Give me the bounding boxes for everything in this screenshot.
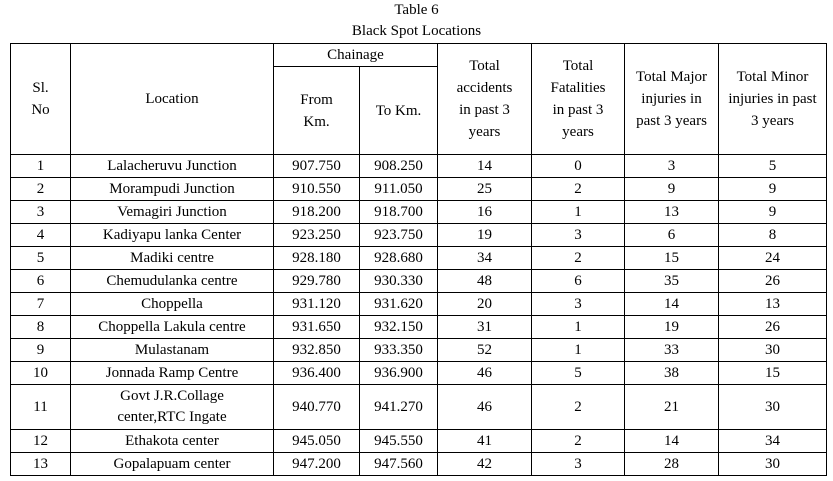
cell-total-accidents: 48 xyxy=(438,270,532,293)
cell-sl-no: 7 xyxy=(11,293,71,316)
cell-total-minor: 30 xyxy=(719,339,827,362)
cell-from-km: 918.200 xyxy=(274,201,360,224)
cell-sl-no: 6 xyxy=(11,270,71,293)
cell-total-minor: 8 xyxy=(719,224,827,247)
cell-sl-no: 9 xyxy=(11,339,71,362)
cell-total-fatalities: 2 xyxy=(532,385,625,430)
cell-to-km: 947.560 xyxy=(360,453,438,476)
cell-location: Govt J.R.Collage center,RTC Ingate xyxy=(71,385,274,430)
cell-sl-no: 1 xyxy=(11,155,71,178)
cell-total-major: 9 xyxy=(625,178,719,201)
cell-total-minor: 34 xyxy=(719,430,827,453)
table-title: Black Spot Locations xyxy=(351,23,482,39)
cell-to-km: 918.700 xyxy=(360,201,438,224)
table-row xyxy=(11,247,827,270)
table-row xyxy=(11,385,827,430)
cell-from-km: 936.400 xyxy=(274,362,360,385)
cell-from-km: 947.200 xyxy=(274,453,360,476)
cell-location: Choppella Lakula centre xyxy=(71,316,274,339)
cell-total-accidents: 19 xyxy=(438,224,532,247)
table-row xyxy=(11,178,827,201)
cell-total-fatalities: 1 xyxy=(532,339,625,362)
table-row xyxy=(11,155,827,178)
cell-total-major: 15 xyxy=(625,247,719,270)
cell-total-accidents: 52 xyxy=(438,339,532,362)
cell-sl-no: 4 xyxy=(11,224,71,247)
cell-location: Gopalapuam center xyxy=(71,453,274,476)
cell-total-major: 3 xyxy=(625,155,719,178)
cell-to-km: 945.550 xyxy=(360,430,438,453)
cell-total-fatalities: 5 xyxy=(532,362,625,385)
cell-to-km: 933.350 xyxy=(360,339,438,362)
cell-to-km: 911.050 xyxy=(360,178,438,201)
cell-total-accidents: 41 xyxy=(438,430,532,453)
cell-total-fatalities: 6 xyxy=(532,270,625,293)
table-row xyxy=(11,201,827,224)
cell-total-accidents: 14 xyxy=(438,155,532,178)
header-to-km: To Km. xyxy=(360,67,438,155)
cell-total-accidents: 20 xyxy=(438,293,532,316)
table-body xyxy=(11,155,827,476)
cell-total-major: 13 xyxy=(625,201,719,224)
table-row xyxy=(11,270,827,293)
cell-location: Madiki centre xyxy=(71,247,274,270)
cell-location: Ethakota center xyxy=(71,430,274,453)
cell-sl-no: 11 xyxy=(11,385,71,430)
cell-sl-no: 5 xyxy=(11,247,71,270)
cell-total-major: 14 xyxy=(625,430,719,453)
cell-total-major: 6 xyxy=(625,224,719,247)
header-chainage: Chainage xyxy=(274,44,438,67)
cell-from-km: 923.250 xyxy=(274,224,360,247)
header-total-minor: Total Minor injuries in past 3 years xyxy=(719,44,827,155)
cell-total-major: 33 xyxy=(625,339,719,362)
cell-from-km: 940.770 xyxy=(274,385,360,430)
cell-sl-no: 13 xyxy=(11,453,71,476)
cell-total-minor: 5 xyxy=(719,155,827,178)
table-row xyxy=(11,453,827,476)
table-caption xyxy=(0,0,833,42)
cell-location: Choppella xyxy=(71,293,274,316)
cell-total-major: 38 xyxy=(625,362,719,385)
cell-total-fatalities: 3 xyxy=(532,224,625,247)
table-row xyxy=(11,430,827,453)
cell-total-accidents: 16 xyxy=(438,201,532,224)
cell-total-accidents: 31 xyxy=(438,316,532,339)
cell-from-km: 929.780 xyxy=(274,270,360,293)
cell-total-accidents: 46 xyxy=(438,362,532,385)
cell-sl-no: 12 xyxy=(11,430,71,453)
cell-location: Kadiyapu lanka Center xyxy=(71,224,274,247)
cell-total-fatalities: 2 xyxy=(532,430,625,453)
cell-location: Chemudulanka centre xyxy=(71,270,274,293)
header-total-fatalities: Total Fatalities in past 3 years xyxy=(532,44,625,155)
cell-total-accidents: 42 xyxy=(438,453,532,476)
cell-to-km: 923.750 xyxy=(360,224,438,247)
cell-total-fatalities: 0 xyxy=(532,155,625,178)
cell-from-km: 907.750 xyxy=(274,155,360,178)
cell-location: Lalacheruvu Junction xyxy=(71,155,274,178)
table-row xyxy=(11,339,827,362)
cell-to-km: 941.270 xyxy=(360,385,438,430)
cell-to-km: 930.330 xyxy=(360,270,438,293)
cell-location: Morampudi Junction xyxy=(71,178,274,201)
cell-from-km: 928.180 xyxy=(274,247,360,270)
table-row xyxy=(11,293,827,316)
table-row xyxy=(11,316,827,339)
header-location: Location xyxy=(71,44,274,155)
black-spot-table xyxy=(10,43,827,476)
cell-total-accidents: 25 xyxy=(438,178,532,201)
cell-total-fatalities: 2 xyxy=(532,247,625,270)
cell-total-minor: 30 xyxy=(719,385,827,430)
table-row xyxy=(11,224,827,247)
cell-total-fatalities: 3 xyxy=(532,453,625,476)
cell-sl-no: 2 xyxy=(11,178,71,201)
cell-total-minor: 9 xyxy=(719,178,827,201)
cell-location: Vemagiri Junction xyxy=(71,201,274,224)
cell-total-minor: 24 xyxy=(719,247,827,270)
cell-to-km: 932.150 xyxy=(360,316,438,339)
cell-total-major: 35 xyxy=(625,270,719,293)
cell-from-km: 910.550 xyxy=(274,178,360,201)
cell-to-km: 928.680 xyxy=(360,247,438,270)
header-total-accidents: Total accidents in past 3 years xyxy=(438,44,532,155)
cell-total-minor: 30 xyxy=(719,453,827,476)
cell-total-minor: 9 xyxy=(719,201,827,224)
table-number: Table 6 xyxy=(394,2,439,18)
cell-total-major: 21 xyxy=(625,385,719,430)
cell-to-km: 936.900 xyxy=(360,362,438,385)
cell-from-km: 931.650 xyxy=(274,316,360,339)
table-row xyxy=(11,362,827,385)
cell-total-fatalities: 2 xyxy=(532,178,625,201)
cell-total-fatalities: 1 xyxy=(532,316,625,339)
cell-from-km: 932.850 xyxy=(274,339,360,362)
cell-total-minor: 15 xyxy=(719,362,827,385)
cell-total-accidents: 46 xyxy=(438,385,532,430)
cell-sl-no: 10 xyxy=(11,362,71,385)
cell-location: Jonnada Ramp Centre xyxy=(71,362,274,385)
cell-total-major: 19 xyxy=(625,316,719,339)
cell-to-km: 908.250 xyxy=(360,155,438,178)
cell-from-km: 945.050 xyxy=(274,430,360,453)
cell-total-minor: 26 xyxy=(719,270,827,293)
header-total-major: Total Major injuries in past 3 years xyxy=(625,44,719,155)
header-sl-no: Sl. No xyxy=(11,44,71,155)
cell-total-major: 14 xyxy=(625,293,719,316)
cell-to-km: 931.620 xyxy=(360,293,438,316)
cell-total-minor: 13 xyxy=(719,293,827,316)
cell-sl-no: 8 xyxy=(11,316,71,339)
header-from-km: From Km. xyxy=(274,67,360,155)
cell-total-accidents: 34 xyxy=(438,247,532,270)
cell-sl-no: 3 xyxy=(11,201,71,224)
cell-total-major: 28 xyxy=(625,453,719,476)
cell-total-minor: 26 xyxy=(719,316,827,339)
cell-total-fatalities: 1 xyxy=(532,201,625,224)
cell-from-km: 931.120 xyxy=(274,293,360,316)
cell-location: Mulastanam xyxy=(71,339,274,362)
cell-total-fatalities: 3 xyxy=(532,293,625,316)
